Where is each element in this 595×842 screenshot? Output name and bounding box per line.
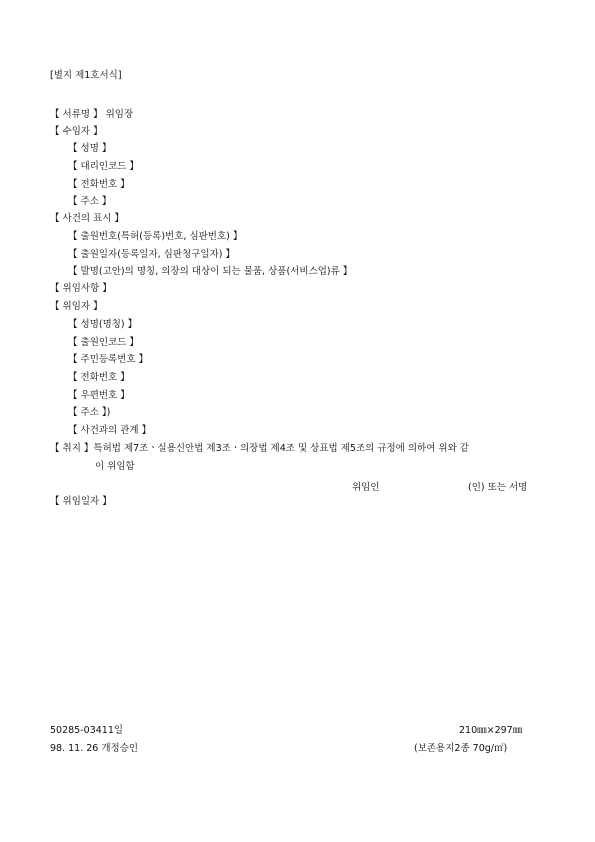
field-case-invention-name: 【 발명(고안)의 명칭, 의장의 대상이 되는 물품, 상품(서비스업)류 】 xyxy=(68,266,353,277)
field-delegatee-header: 【 수임자 】 xyxy=(50,126,103,137)
field-case-app-number: 【 출원번호(특허(등록)번호, 심판번호) 】 xyxy=(68,231,243,242)
field-delegator-postal-code: 【 우편번호 】 xyxy=(68,390,130,401)
field-case-app-date: 【 출원일자(등록일자, 심판청구일자) 】 xyxy=(68,249,235,260)
delegation-date: 【 위임일자 】 xyxy=(50,496,112,507)
footer-approval: 98. 11. 26 개정승인 xyxy=(50,743,139,754)
footer-paper-size: 210㎜×297㎜ xyxy=(459,725,523,736)
signature-mark: (인) 또는 서명 xyxy=(468,482,528,493)
field-delegator-name: 【 성명(명칭) 】 xyxy=(68,319,138,330)
signature-label: 위임인 xyxy=(352,482,380,493)
field-delegator-relation: 【 사건과의 관계 】 xyxy=(68,425,152,436)
field-purpose-cont: 이 위임함 xyxy=(95,461,135,472)
field-delegator-address: 【 주소 】) xyxy=(68,407,111,418)
field-doc-title: 【 서류명 】 위임장 xyxy=(50,109,134,120)
field-delegatee-agent-code: 【 대리인코드 】 xyxy=(68,161,139,172)
footer-paper-type: (보존용지2종 70g/㎡) xyxy=(414,743,508,754)
field-delegatee-address: 【 주소 】 xyxy=(68,196,112,207)
field-delegator-applicant-code: 【 출원인코드 】 xyxy=(68,337,139,348)
form-label: [별지 제1호서식] xyxy=(50,70,122,81)
field-delegatee-phone: 【 전화번호 】 xyxy=(68,179,130,190)
field-delegator-phone: 【 전화번호 】 xyxy=(68,372,130,383)
field-delegator-header: 【 위임자 】 xyxy=(50,301,103,312)
field-delegatee-name: 【 성명 】 xyxy=(68,143,112,154)
field-delegator-resident-number: 【 주민등록번호 】 xyxy=(68,354,149,365)
footer-form-code: 50285-03411일 xyxy=(50,725,124,736)
field-purpose: 【 취지 】특허법 제7조ㆍ실용신안법 제3조ㆍ의장법 제4조 및 상표법 제5조의 규정에 의하여 위와 같 xyxy=(50,443,469,454)
field-case-header: 【 사건의 표시 】 xyxy=(50,213,124,224)
field-delegated-matters: 【 위임사항 】 xyxy=(50,283,112,294)
